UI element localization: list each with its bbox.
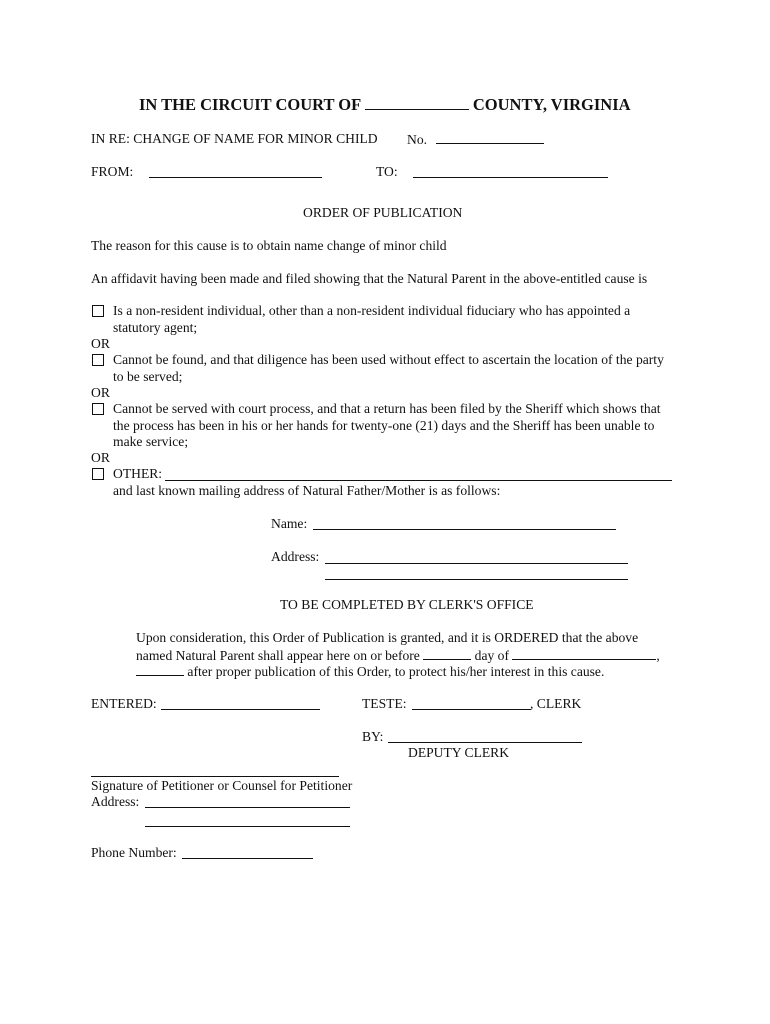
deputy-clerk-label: DEPUTY CLERK — [408, 745, 510, 760]
cannot-be-found-checkbox[interactable] — [92, 354, 104, 366]
reason-text: The reason for this cause is to obtain name change of minor child — [91, 238, 447, 253]
by-label: BY: — [362, 729, 384, 744]
petitioner-address-label: Address: — [91, 794, 140, 809]
title-left: IN THE CIRCUIT COURT OF — [139, 95, 361, 114]
cannot-be-served-checkbox[interactable] — [92, 403, 104, 415]
day-of-text: day of — [474, 648, 510, 663]
signature-label: Signature of Petitioner or Counsel for Petitioner — [91, 778, 353, 793]
case-number-blank[interactable] — [436, 131, 544, 144]
affidavit-text: An affidavit having been made and filed showing that the Natural Parent in the above-entitled cause is — [91, 271, 648, 286]
nonresident-checkbox[interactable] — [92, 305, 104, 317]
title-right: COUNTY, VIRGINIA — [472, 95, 631, 114]
address-blank-1[interactable] — [325, 563, 628, 564]
comma: , — [656, 648, 660, 663]
by-blank[interactable] — [388, 742, 582, 743]
to-blank[interactable] — [413, 177, 608, 178]
or-separator: OR — [91, 336, 110, 351]
order-heading: ORDER OF PUBLICATION — [303, 205, 463, 220]
court-title — [139, 95, 631, 115]
petitioner-address-blank-1[interactable] — [145, 807, 350, 808]
address-blank-2[interactable] — [325, 579, 628, 580]
mailing-text: and last known mailing address of Natural Father/Mother is as follows: — [113, 483, 501, 498]
clerk-body-line1: Upon consideration, this Order of Publication is granted, and it is ORDERED that the above — [136, 630, 639, 645]
option1-line1: Is a non-resident individual, other than a non-resident individual fiduciary who has appointed a — [113, 303, 631, 318]
name-blank[interactable] — [313, 529, 616, 530]
case-number — [407, 131, 544, 148]
option2-line2: to be served; — [113, 369, 183, 384]
no-label: No. — [407, 132, 428, 147]
in-re-line: IN RE: CHANGE OF NAME FOR MINOR CHILD — [91, 131, 378, 146]
teste-label: TESTE: — [362, 696, 407, 711]
clerk-suffix: , CLERK — [530, 696, 582, 711]
other-checkbox[interactable] — [92, 468, 104, 480]
phone-label: Phone Number: — [91, 845, 177, 860]
option3-line3: make service; — [113, 434, 189, 449]
petitioner-address-blank-2[interactable] — [145, 826, 350, 827]
clerk-heading: TO BE COMPLETED BY CLERK'S OFFICE — [280, 597, 534, 612]
from-blank[interactable] — [149, 177, 322, 178]
other-blank[interactable] — [165, 480, 672, 481]
option2-line1: Cannot be found, and that diligence has been used without effect to ascertain the location of the party — [113, 352, 664, 367]
month-blank[interactable] — [512, 647, 656, 660]
or-separator: OR — [91, 450, 110, 465]
clerk-body-line3 — [136, 663, 604, 680]
publication-text: after proper publication of this Order, to protect his/her interest in this cause. — [187, 664, 605, 679]
year-blank[interactable] — [136, 663, 184, 676]
county-blank[interactable] — [365, 97, 469, 110]
clerk-body-line2 — [136, 647, 660, 664]
address-label: Address: — [271, 549, 320, 564]
entered-label: ENTERED: — [91, 696, 157, 711]
option1-line2: statutory agent; — [113, 320, 198, 335]
appear-text: named Natural Parent shall appear here on or before — [136, 648, 420, 663]
phone-blank[interactable] — [182, 858, 313, 859]
other-label: OTHER: — [113, 466, 163, 481]
to-label: TO: — [376, 164, 398, 179]
option3-line1: Cannot be served with court process, and that a return has been filed by the Sheriff which shows that — [113, 401, 661, 416]
name-label: Name: — [271, 516, 308, 531]
signature-line[interactable] — [91, 776, 339, 777]
option3-line2: the process has been in his or her hands for twenty-one (21) days and the Sheriff has been unable to — [113, 418, 655, 433]
or-separator: OR — [91, 385, 110, 400]
entered-blank[interactable] — [161, 709, 320, 710]
teste-blank[interactable] — [412, 709, 531, 710]
appear-date-blank[interactable] — [423, 647, 471, 660]
from-label: FROM: — [91, 164, 134, 179]
